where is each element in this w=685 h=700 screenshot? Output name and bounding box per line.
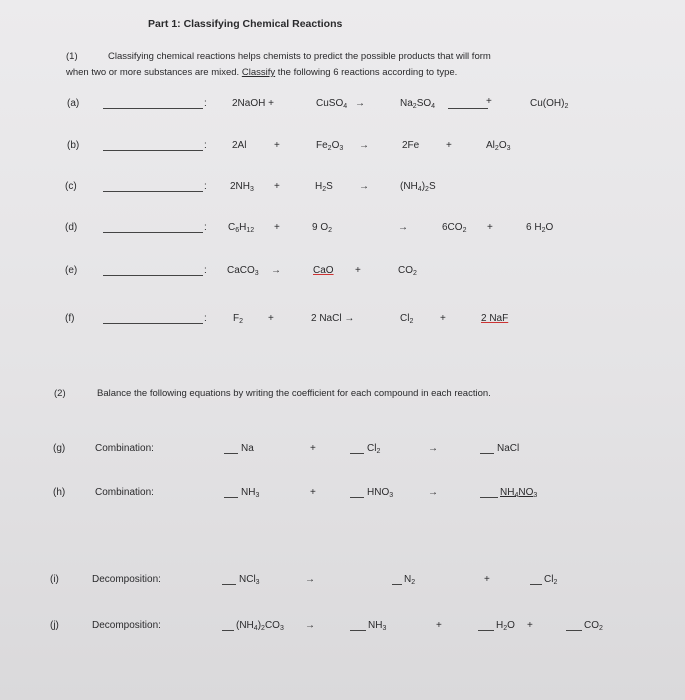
reactant: Na [241,443,254,454]
coefficient-blank[interactable] [222,584,236,585]
reactant: $F_2$ [233,313,244,325]
equation-label: (h) [53,487,66,498]
reaction-label: (a) [67,98,80,109]
plus-sign: + [487,222,493,233]
classification-answer-blank[interactable] [103,150,203,151]
plus-sign: + [274,181,280,192]
reactant: $NH_3$ [241,487,260,499]
reaction-arrow: → [398,222,408,233]
reaction-type: Decomposition: [92,620,161,631]
reactant: CuSO$_4$ [316,98,348,110]
reactant: $C_6H_{12}$ [228,222,255,234]
classification-answer-blank[interactable] [103,275,203,276]
plus-sign: + [436,620,442,631]
reaction-colon: : [204,222,207,233]
reactant: 2 NaCl → [311,313,355,324]
equation-label: (g) [53,443,66,454]
coefficient-blank[interactable] [224,453,238,454]
coefficient-blank[interactable] [350,630,366,631]
classification-answer-blank[interactable] [103,323,203,324]
reaction-arrow: → [305,574,315,585]
classification-answer-blank[interactable] [103,232,203,233]
plus-sign: + [355,265,361,276]
reactant: $Cl_2$ [367,443,381,455]
reaction-arrow: → [359,181,369,192]
part1-intro-line1: Classifying chemical reactions helps chemists to predict the possible products that will form [108,51,491,62]
reaction-label: (b) [67,140,80,151]
product: $CO_2$ [398,265,417,277]
reaction-arrow: → [355,98,365,109]
plus-sign: + [440,313,446,324]
product: $6CO_2$ [442,222,467,234]
part1-number: (1) [66,51,78,62]
product: $Na_2SO_4$ [400,98,436,110]
plus-sign: + [484,574,490,585]
part1-intro-line2: when two or more substances are mixed. Classify the following 6 reactions according to type. [66,67,458,78]
coefficient-blank[interactable] [222,630,234,631]
plus-sign: + [310,487,316,498]
reaction-type: Combination: [95,487,154,498]
product: $Cl_2$ [544,574,558,586]
coefficient-blank[interactable] [480,497,498,498]
classification-answer-blank[interactable] [103,108,203,109]
part2-number: (2) [54,388,66,399]
classification-answer-blank[interactable] [103,191,203,192]
product: NaCl [497,443,520,454]
plus-sign: + [268,313,274,324]
product: $NH_3$ [368,620,387,632]
plus-sign: + [274,222,280,233]
coefficient-blank[interactable] [224,497,238,498]
reactant: $HNO_3$ [367,487,394,499]
product: $Cl_2$ [400,313,414,325]
product: $Cu(OH)_2$ [530,98,569,110]
coefficient-blank[interactable] [566,630,582,631]
reactant: $(NH_4)_2CO_3$ [236,620,284,632]
reaction-type: Combination: [95,443,154,454]
reaction-label: (e) [65,265,78,276]
reaction-colon: : [204,181,207,192]
reactant: CaCO$_3$ [227,265,259,277]
product: 2 NaF [481,313,509,324]
reactant: 9 $O_2$ [312,222,333,234]
coefficient-blank[interactable] [392,584,402,585]
part2-instruction: Balance the following equations by writing the coefficient for each compound in each reaction. [97,388,491,399]
product: 2Fe [402,140,420,151]
reactant: 2NaOH + [232,98,274,109]
reactant: NCl$_3$ [239,574,260,586]
product: $CO_2$ [584,620,603,632]
plus-sign: + [310,443,316,454]
coefficient-blank[interactable] [530,584,542,585]
reaction-arrow: → [428,443,438,454]
reaction-arrow: → [271,265,281,276]
underline [448,108,488,109]
plus-sign: + [446,140,452,151]
reactant: $Fe_2O_3$ [316,140,344,152]
product: 6 $H_2O$ [526,222,554,234]
reaction-type: Decomposition: [92,574,161,585]
equation-label: (i) [50,574,59,585]
reactant: $2NH_3$ [230,181,254,193]
plus-sign: + [274,140,280,151]
product: $NH_4NO_3$ [500,487,538,499]
reaction-label: (c) [65,181,77,192]
plus-sign: + [486,96,492,107]
reaction-label: (f) [65,313,75,324]
plus-sign: + [527,620,533,631]
reaction-colon: : [204,140,207,151]
product: CaO [313,265,334,276]
reaction-arrow: → [428,487,438,498]
reaction-label: (d) [65,222,78,233]
equation-label: (j) [50,620,59,631]
product: $H_2O$ [496,620,515,632]
reaction-arrow: → [359,140,369,151]
product: $Al_2O_3$ [486,140,511,152]
reaction-colon: : [204,98,207,109]
coefficient-blank[interactable] [350,497,364,498]
coefficient-blank[interactable] [478,630,494,631]
product: $(NH_4)_2S$ [400,181,436,193]
coefficient-blank[interactable] [480,453,494,454]
product: $N_2$ [404,574,416,586]
coefficient-blank[interactable] [350,453,364,454]
page-title: Part 1: Classifying Chemical Reactions [148,18,343,30]
reactant: 2Al [232,140,247,151]
reactant: $H_2S$ [315,181,333,193]
reaction-arrow: → [305,620,315,631]
reaction-colon: : [204,313,207,324]
reaction-colon: : [204,265,207,276]
